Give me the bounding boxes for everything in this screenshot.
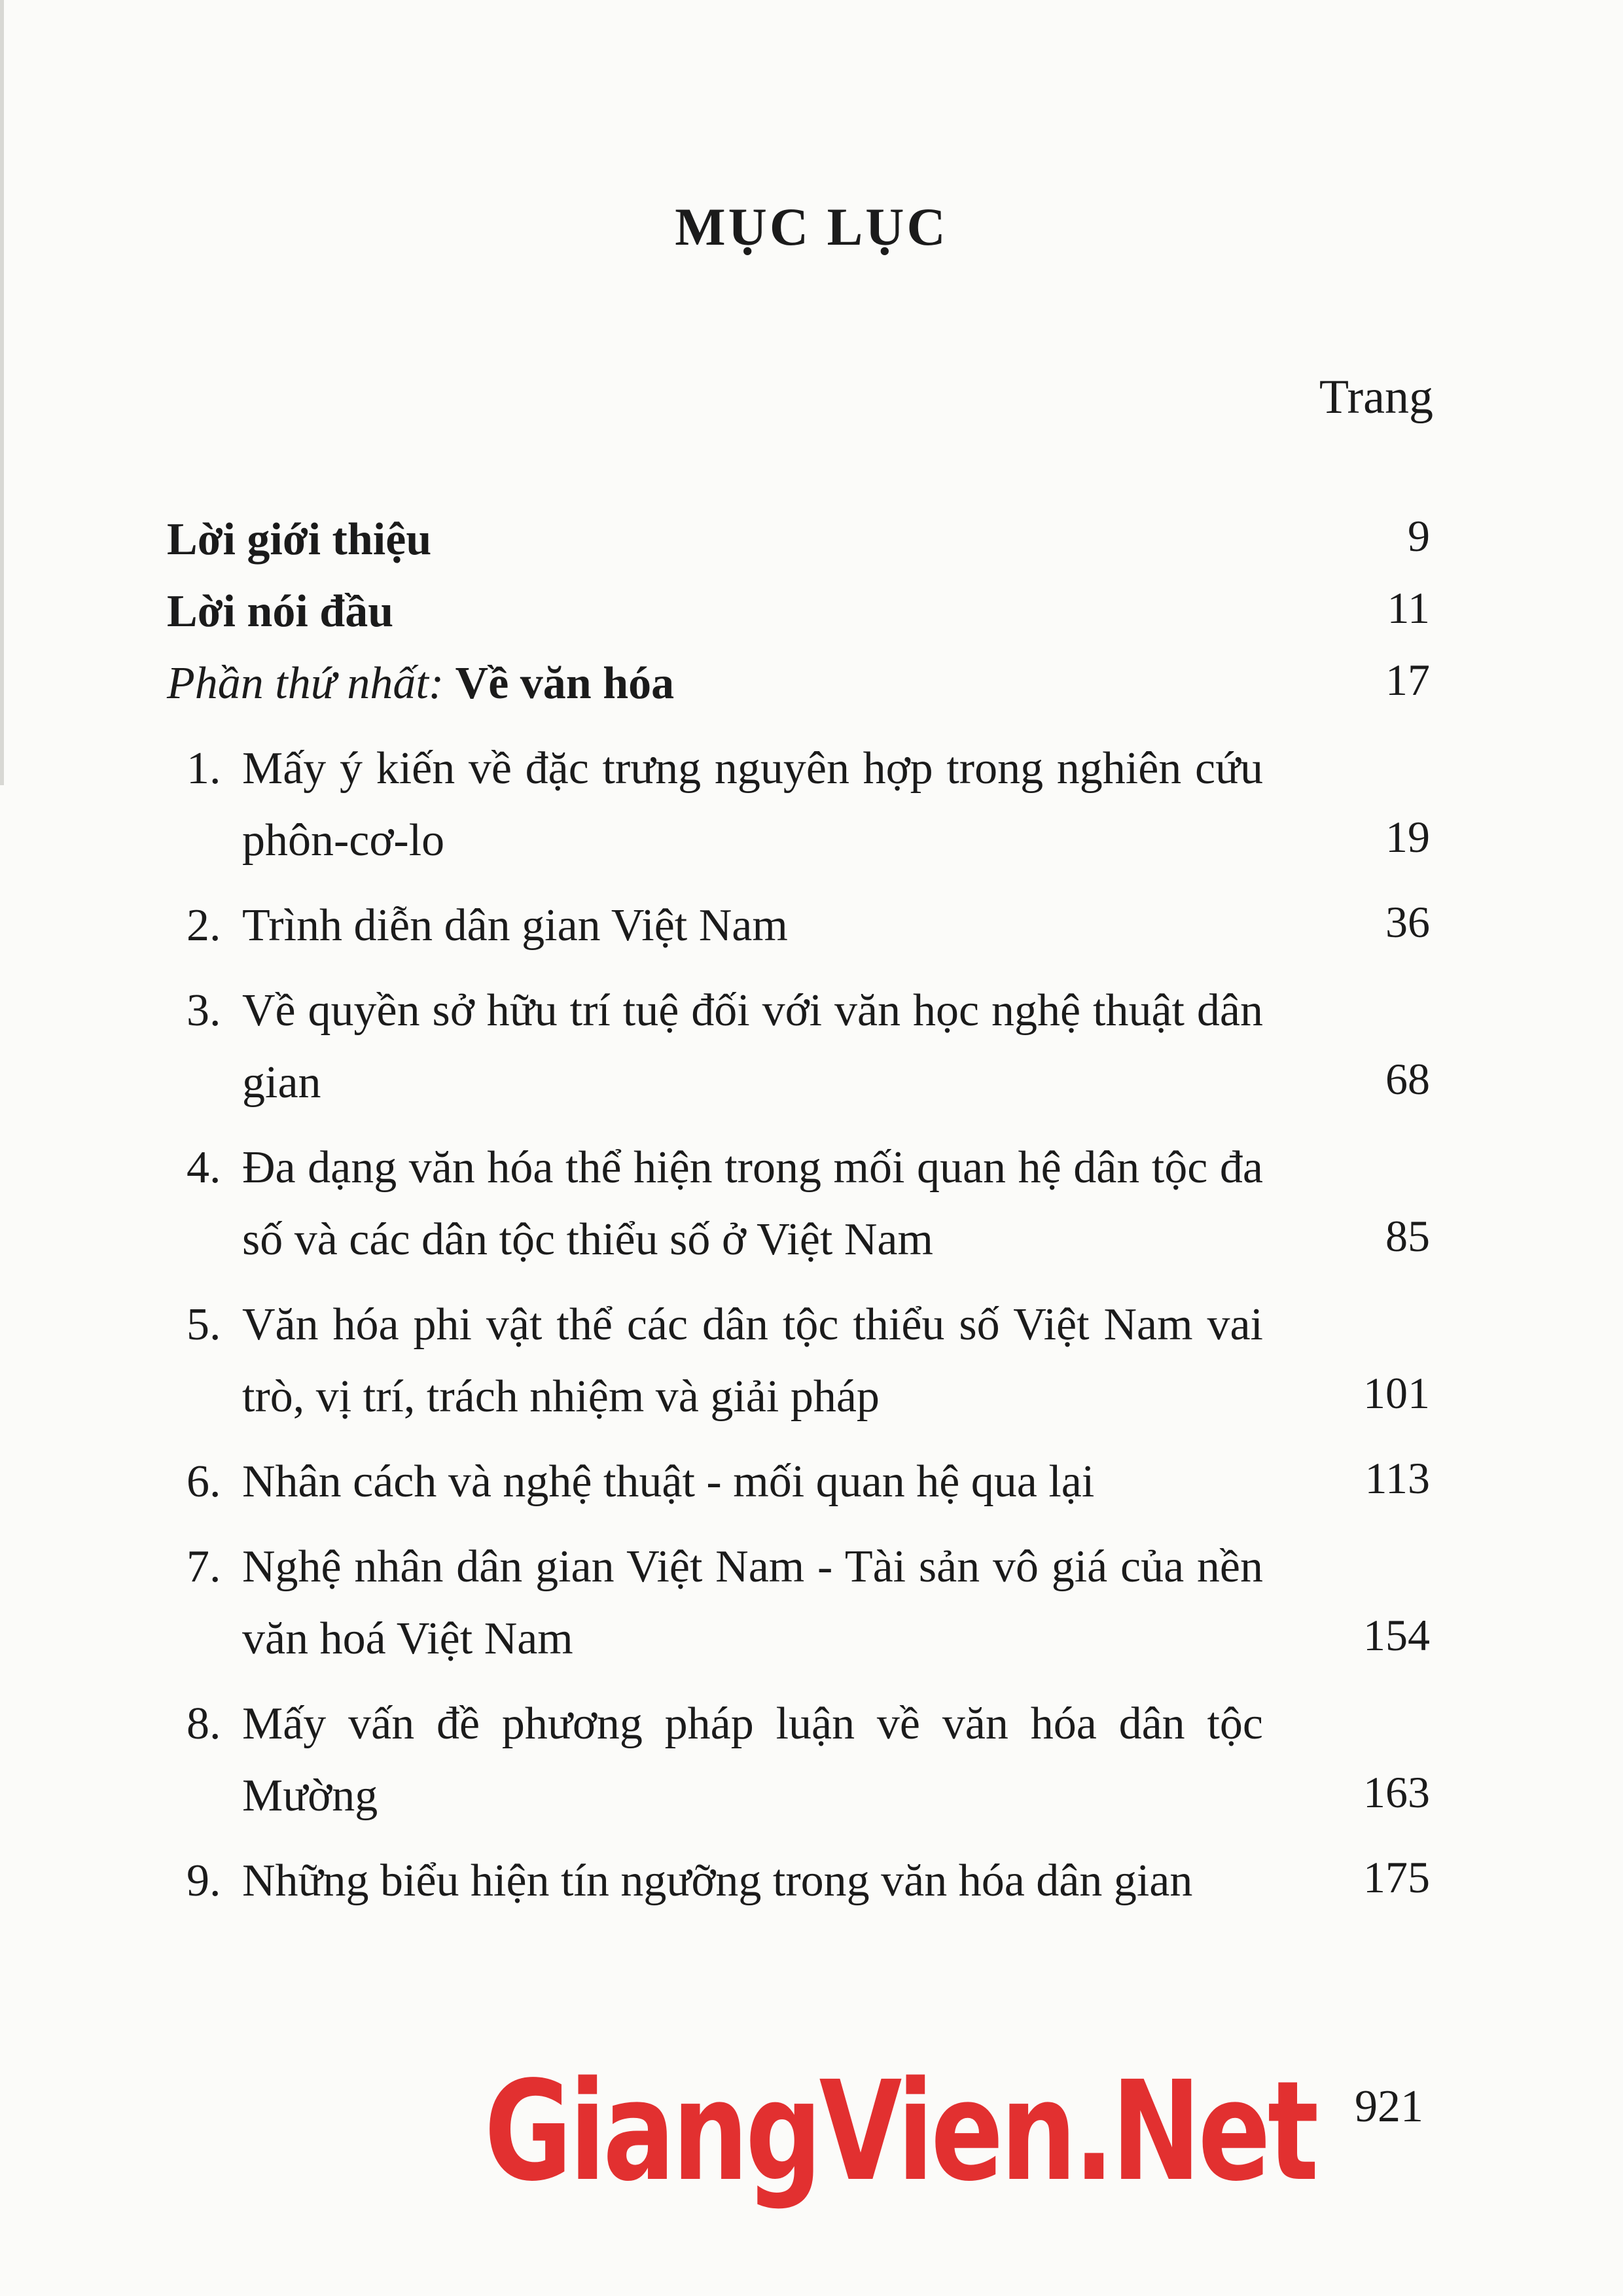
toc-entry-page: 101 — [1363, 1368, 1430, 1418]
toc-chapter[interactable] — [167, 1531, 1430, 1675]
chapter-title: Mấy ý kiến về đặc trưng nguyên hợp trong nghiên cứu phôn-cơ-lo — [242, 743, 1263, 866]
chapter-number: 9. — [187, 1856, 221, 1906]
chapter-title: Trình diễn dân gian Việt Nam — [242, 900, 788, 951]
toc-entry-introduction[interactable] — [167, 504, 1430, 576]
page-title: MỤC LỤC — [675, 197, 948, 256]
toc-entry-page: 17 — [1385, 655, 1430, 705]
chapter-number: 1. — [187, 743, 221, 794]
page-number: 921 — [1355, 2081, 1423, 2132]
chapter-title: Mấy vấn đề phương pháp luận về văn hóa dân tộc Mường — [242, 1699, 1263, 1821]
chapter-number: 2. — [187, 900, 221, 951]
chapter-number: 8. — [187, 1699, 221, 1749]
scan-edge — [0, 0, 4, 785]
chapter-title: Những biểu hiện tín ngưỡng trong văn hóa dân gian — [242, 1856, 1193, 1906]
chapter-number: 5. — [187, 1299, 221, 1350]
toc-entry-page: 163 — [1363, 1767, 1430, 1817]
table-of-contents — [167, 504, 1430, 1917]
toc-chapter[interactable] — [167, 890, 1430, 962]
toc-chapter[interactable] — [167, 733, 1430, 877]
toc-entry-preface[interactable] — [167, 576, 1430, 648]
toc-entry-page: 154 — [1363, 1610, 1430, 1660]
chapter-number: 4. — [187, 1142, 221, 1193]
toc-chapter[interactable] — [167, 1845, 1430, 1917]
page-column-header: Trang — [1319, 370, 1433, 424]
toc-chapter[interactable] — [167, 1688, 1430, 1832]
chapter-title: Về quyền sở hữu trí tuệ đối với văn học nghệ thuật dân gian — [242, 985, 1263, 1108]
toc-entry-page: 85 — [1385, 1211, 1430, 1261]
toc-entry-page: 11 — [1387, 583, 1430, 633]
chapter-title: Đa dạng văn hóa thể hiện trong mối quan hệ dân tộc đa số và các dân tộc thiểu số ở Việt Nam — [242, 1142, 1263, 1265]
toc-entry-page: 113 — [1364, 1453, 1430, 1503]
toc-entry-page: 36 — [1385, 897, 1430, 947]
toc-entry-page: 19 — [1385, 812, 1430, 862]
watermark-logo: GiangVien.Net — [484, 2051, 1316, 2212]
chapter-title: Nghệ nhân dân gian Việt Nam - Tài sản vô giá của nền văn hoá Việt Nam — [242, 1542, 1263, 1664]
toc-entry-label: Lời giới thiệu — [167, 514, 432, 565]
toc-chapter[interactable] — [167, 1289, 1430, 1433]
toc-entry-page: 175 — [1363, 1852, 1430, 1902]
chapter-title: Nhân cách và nghệ thuật - mối quan hệ qua lại — [242, 1457, 1095, 1507]
toc-part-heading[interactable] — [167, 648, 1430, 720]
toc-entry-label: Lời nói đầu — [167, 586, 394, 637]
part-prefix: Phần thứ nhất: — [167, 658, 444, 709]
chapter-number: 6. — [187, 1457, 221, 1507]
part-label — [167, 648, 1430, 720]
toc-chapter[interactable] — [167, 975, 1430, 1119]
toc-chapter[interactable] — [167, 1446, 1430, 1518]
toc-entry-page: 68 — [1385, 1054, 1430, 1104]
toc-chapter[interactable] — [167, 1132, 1430, 1276]
part-title: Về văn hóa — [455, 658, 675, 709]
chapter-title: Văn hóa phi vật thể các dân tộc thiểu số Việt Nam vai trò, vị trí, trách nhiệm và giải pháp — [242, 1299, 1263, 1422]
toc-entry-page: 9 — [1408, 511, 1430, 561]
chapter-number: 7. — [187, 1542, 221, 1592]
chapter-number: 3. — [187, 985, 221, 1036]
